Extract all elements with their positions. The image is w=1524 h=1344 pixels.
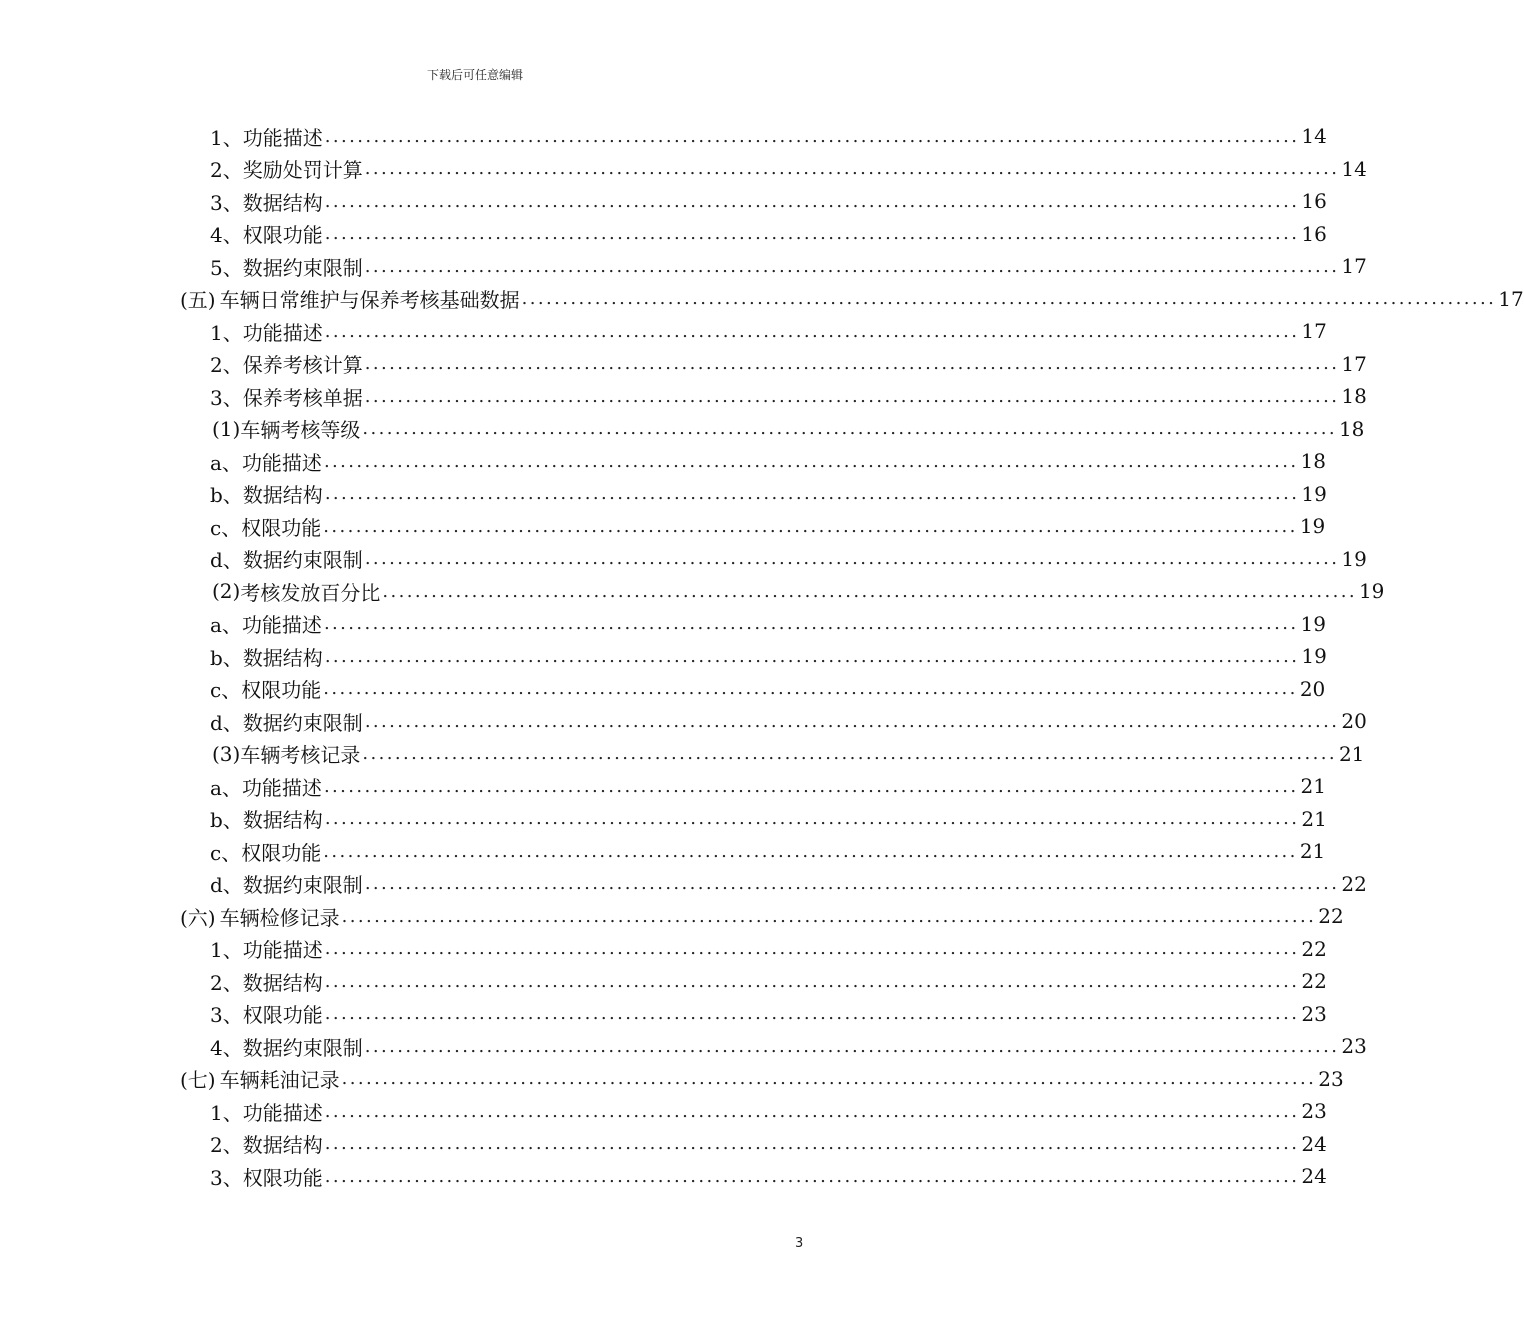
toc-entry-title: 数据结构 (242, 483, 323, 507)
dot-leader: ........................................................................................................................ (324, 125, 1300, 147)
toc-entry-page: 23 (1301, 1001, 1327, 1026)
toc-entry-number: 2、 (210, 1133, 243, 1157)
toc-entry-page: 23 (1301, 1099, 1327, 1123)
toc-entry-page: 22 (1301, 936, 1327, 961)
toc-entry-number: c、 (210, 678, 242, 702)
toc-entry-page: 18 (1338, 416, 1365, 441)
toc-entry[interactable] (212, 575, 1385, 607)
toc-entry-title: 数据结构 (242, 970, 323, 995)
toc-entry-page: 18 (1341, 384, 1367, 408)
toc-entry-page: 17 (1341, 351, 1367, 376)
toc-entry-title: 数据约束限制 (242, 548, 363, 572)
dot-leader: ........................................................................................................................ (364, 548, 1340, 569)
dot-leader: ........................................................................................................................ (364, 158, 1340, 179)
toc-entry-page: 19 (1341, 546, 1367, 571)
toc-entry-page: 19 (1301, 481, 1327, 506)
toc-entry-page: 16 (1301, 221, 1327, 246)
dot-leader: ........................................................................................................................ (324, 808, 1300, 829)
toc-entry-number: a、 (210, 450, 242, 475)
toc-entry-title: 功能描述 (242, 938, 323, 962)
toc-entry-number: (六) (180, 905, 216, 930)
toc-entry[interactable] (210, 380, 1367, 412)
toc-entry[interactable] (210, 868, 1367, 900)
toc-entry-title: 权限功能 (241, 678, 322, 702)
dot-leader: ........................................................................................................................ (324, 938, 1300, 959)
toc-entry[interactable] (210, 250, 1367, 282)
toc-entry[interactable] (210, 445, 1326, 477)
toc-entry-page: 21 (1301, 806, 1327, 831)
toc-entry-page: 14 (1301, 124, 1327, 148)
toc-entry-page: 22 (1341, 871, 1367, 896)
toc-entry-number: b、 (210, 645, 243, 670)
toc-entry[interactable] (210, 1160, 1327, 1192)
toc-entry-number: 5、 (210, 255, 243, 280)
dot-leader: ........................................................................................................................ (323, 450, 1299, 472)
dot-leader: ........................................................................................................................ (364, 1035, 1340, 1057)
toc-entry-page: 21 (1338, 741, 1365, 766)
dot-leader: ........................................................................................................................ (324, 1165, 1300, 1187)
toc-entry-title: 权限功能 (241, 840, 322, 865)
toc-entry-page: 19 (1358, 579, 1385, 603)
toc-entry-title: 功能描述 (241, 775, 322, 800)
toc-entry-title: 数据约束限制 (242, 873, 363, 897)
dot-leader: ........................................................................................................................ (323, 678, 1298, 699)
toc-entry-title: 保养考核计算 (242, 353, 363, 377)
toc-entry-number: 3、 (210, 1165, 243, 1190)
toc-entry[interactable] (212, 738, 1365, 770)
toc-entry-number: d、 (210, 873, 243, 897)
toc-entry-title: 功能描述 (241, 613, 322, 637)
toc-entry-title: 权限功能 (242, 223, 323, 247)
toc-entry-number: d、 (210, 710, 243, 735)
dot-leader: ........................................................................................................................ (324, 483, 1300, 504)
toc-entry-number: b、 (210, 483, 243, 507)
toc-entry[interactable] (210, 835, 1326, 867)
toc-entry-title: 权限功能 (241, 515, 322, 540)
toc-entry-number: a、 (210, 775, 242, 800)
dot-leader: ........................................................................................................................ (324, 1003, 1300, 1024)
toc-entry-page: 16 (1301, 189, 1327, 213)
dot-leader: ........................................................................................................................ (323, 840, 1298, 862)
dot-leader: ........................................................................................................................ (382, 580, 1357, 602)
dot-leader: ........................................................................................................................ (364, 385, 1340, 407)
toc-entry-page: 18 (1300, 449, 1326, 473)
dot-leader: ........................................................................................................................ (341, 905, 1317, 927)
toc-entry-number: a、 (210, 613, 242, 637)
toc-entry[interactable] (210, 965, 1327, 997)
page-number: 3 (795, 1236, 804, 1251)
toc-entry-number: 2、 (210, 970, 243, 995)
toc-entry-title: 车辆检修记录 (219, 905, 340, 930)
toc-entry-title: 数据结构 (242, 808, 323, 832)
toc-entry-number: d、 (210, 548, 243, 572)
toc-entry-title: 权限功能 (242, 1003, 323, 1027)
toc-entry-title: 车辆耗油记录 (219, 1068, 340, 1092)
toc-entry-title: 保养考核单据 (242, 385, 363, 410)
toc-entry-number: (1) (212, 416, 241, 441)
page-header: 下载后可任意编辑 (426, 68, 523, 82)
toc-entry-page: 19 (1300, 611, 1326, 636)
dot-leader: ........................................................................................................................ (324, 223, 1300, 244)
toc-entry-title: 功能描述 (242, 125, 323, 150)
toc-entry-page: 22 (1301, 969, 1327, 993)
toc-entry-number: 3、 (210, 1003, 243, 1027)
dot-leader: ........................................................................................................................ (324, 1133, 1300, 1154)
toc-entry-title: 奖励处罚计算 (242, 158, 363, 182)
toc-entry-title: 数据结构 (242, 1133, 323, 1157)
toc-entry[interactable] (210, 1030, 1367, 1062)
toc-entry-number: (3) (212, 741, 241, 766)
toc-entry-title: 数据结构 (242, 190, 323, 215)
toc-entry[interactable] (210, 478, 1327, 510)
toc-entry-title: 车辆考核等级 (240, 418, 361, 442)
toc-entry[interactable] (210, 315, 1327, 347)
toc-entry[interactable] (210, 1128, 1327, 1160)
toc-entry-title: 考核发放百分比 (240, 580, 381, 605)
toc-entry[interactable] (210, 705, 1367, 737)
toc-entry-page: 21 (1299, 839, 1326, 863)
dot-leader: ........................................................................................................................ (324, 645, 1300, 667)
toc-entry[interactable] (210, 673, 1326, 705)
toc-entry-page: 24 (1301, 1131, 1327, 1156)
toc-entry-title: 数据约束限制 (242, 1035, 363, 1060)
toc-entry-number: 1、 (210, 125, 243, 150)
toc-entry[interactable] (180, 1063, 1344, 1095)
toc-entry-page: 23 (1341, 1034, 1367, 1058)
toc-entry[interactable] (210, 543, 1367, 575)
dot-leader: ........................................................................................................................ (364, 353, 1340, 374)
toc-entry-number: 3、 (210, 190, 243, 215)
dot-leader: ........................................................................................................................ (364, 873, 1340, 894)
toc-entry-page: 20 (1341, 709, 1367, 733)
toc-entry-page: 17 (1301, 319, 1327, 343)
toc-entry-number: 1、 (210, 320, 243, 345)
toc-entry[interactable] (210, 153, 1367, 185)
dot-leader: ........................................................................................................................ (323, 515, 1298, 537)
toc-entry-number: 4、 (210, 1035, 243, 1060)
toc-entry[interactable] (212, 413, 1365, 445)
dot-leader: ........................................................................................................................ (364, 710, 1340, 732)
toc-entry-number: (2) (212, 579, 241, 603)
dot-leader: ........................................................................................................................ (324, 190, 1300, 212)
toc-entry-title: 车辆考核记录 (240, 743, 361, 767)
toc-entry[interactable] (210, 640, 1327, 672)
toc-entry-title: 数据约束限制 (242, 710, 363, 735)
toc-entry[interactable] (210, 608, 1326, 640)
toc-entry-title: 功能描述 (242, 1100, 323, 1125)
toc-entry[interactable] (210, 510, 1326, 542)
toc-entry-number: (七) (180, 1068, 216, 1092)
toc-entry-title: 车辆日常维护与保养考核基础数据 (219, 288, 520, 312)
toc-entry[interactable] (210, 998, 1327, 1030)
toc-entry-number: 2、 (210, 158, 243, 182)
dot-leader: ........................................................................................................................ (521, 288, 1497, 309)
toc-entry-page: 19 (1299, 514, 1326, 538)
toc-entry-number: (五) (180, 288, 216, 312)
toc-entry-number: 4、 (210, 223, 243, 247)
toc-entry-page: 17 (1498, 286, 1524, 311)
toc-entry-title: 数据结构 (242, 645, 323, 670)
toc-entry-page: 24 (1301, 1164, 1327, 1188)
toc-entry-title: 数据约束限制 (242, 255, 363, 280)
toc-entry[interactable] (210, 1095, 1327, 1127)
toc-entry[interactable] (210, 348, 1367, 380)
dot-leader: ........................................................................................................................ (324, 320, 1300, 342)
toc-entry[interactable] (210, 803, 1327, 835)
toc-entry-number: c、 (210, 840, 242, 865)
dot-leader: ........................................................................................................................ (324, 1100, 1300, 1122)
toc-entry-page: 19 (1301, 644, 1327, 668)
toc-entry[interactable] (210, 933, 1327, 965)
toc-entry-title: 权限功能 (242, 1165, 323, 1190)
dot-leader: ........................................................................................................................ (324, 970, 1300, 992)
toc-entry[interactable] (180, 900, 1344, 932)
toc-entry-number: 1、 (210, 938, 243, 962)
toc-entry-number: 3、 (210, 385, 243, 410)
toc-entry-page: 21 (1300, 774, 1326, 798)
toc-entry-number: c、 (210, 515, 242, 540)
dot-leader: ........................................................................................................................ (364, 255, 1340, 277)
toc-entry-page: 23 (1318, 1066, 1344, 1091)
toc-entry-page: 17 (1341, 254, 1367, 278)
dot-leader: ........................................................................................................................ (341, 1068, 1317, 1089)
dot-leader: ........................................................................................................................ (362, 743, 1337, 764)
toc-entry[interactable] (210, 120, 1327, 152)
toc-entry-title: 功能描述 (241, 450, 322, 475)
toc-entry[interactable] (180, 283, 1524, 315)
toc-entry-number: 2、 (210, 353, 243, 377)
toc-entry[interactable] (210, 770, 1326, 802)
toc-entry-number: 1、 (210, 1100, 243, 1125)
toc-entry[interactable] (210, 185, 1327, 217)
toc-entry-page: 22 (1318, 904, 1344, 928)
toc-entry-title: 功能描述 (242, 320, 323, 345)
toc-entry-page: 20 (1299, 676, 1326, 701)
dot-leader: ........................................................................................................................ (323, 613, 1299, 634)
dot-leader: ........................................................................................................................ (323, 775, 1299, 797)
toc-entry-page: 14 (1341, 156, 1367, 181)
dot-leader: ........................................................................................................................ (362, 418, 1337, 439)
toc-entry-number: b、 (210, 808, 243, 832)
toc-entry[interactable] (210, 218, 1327, 250)
